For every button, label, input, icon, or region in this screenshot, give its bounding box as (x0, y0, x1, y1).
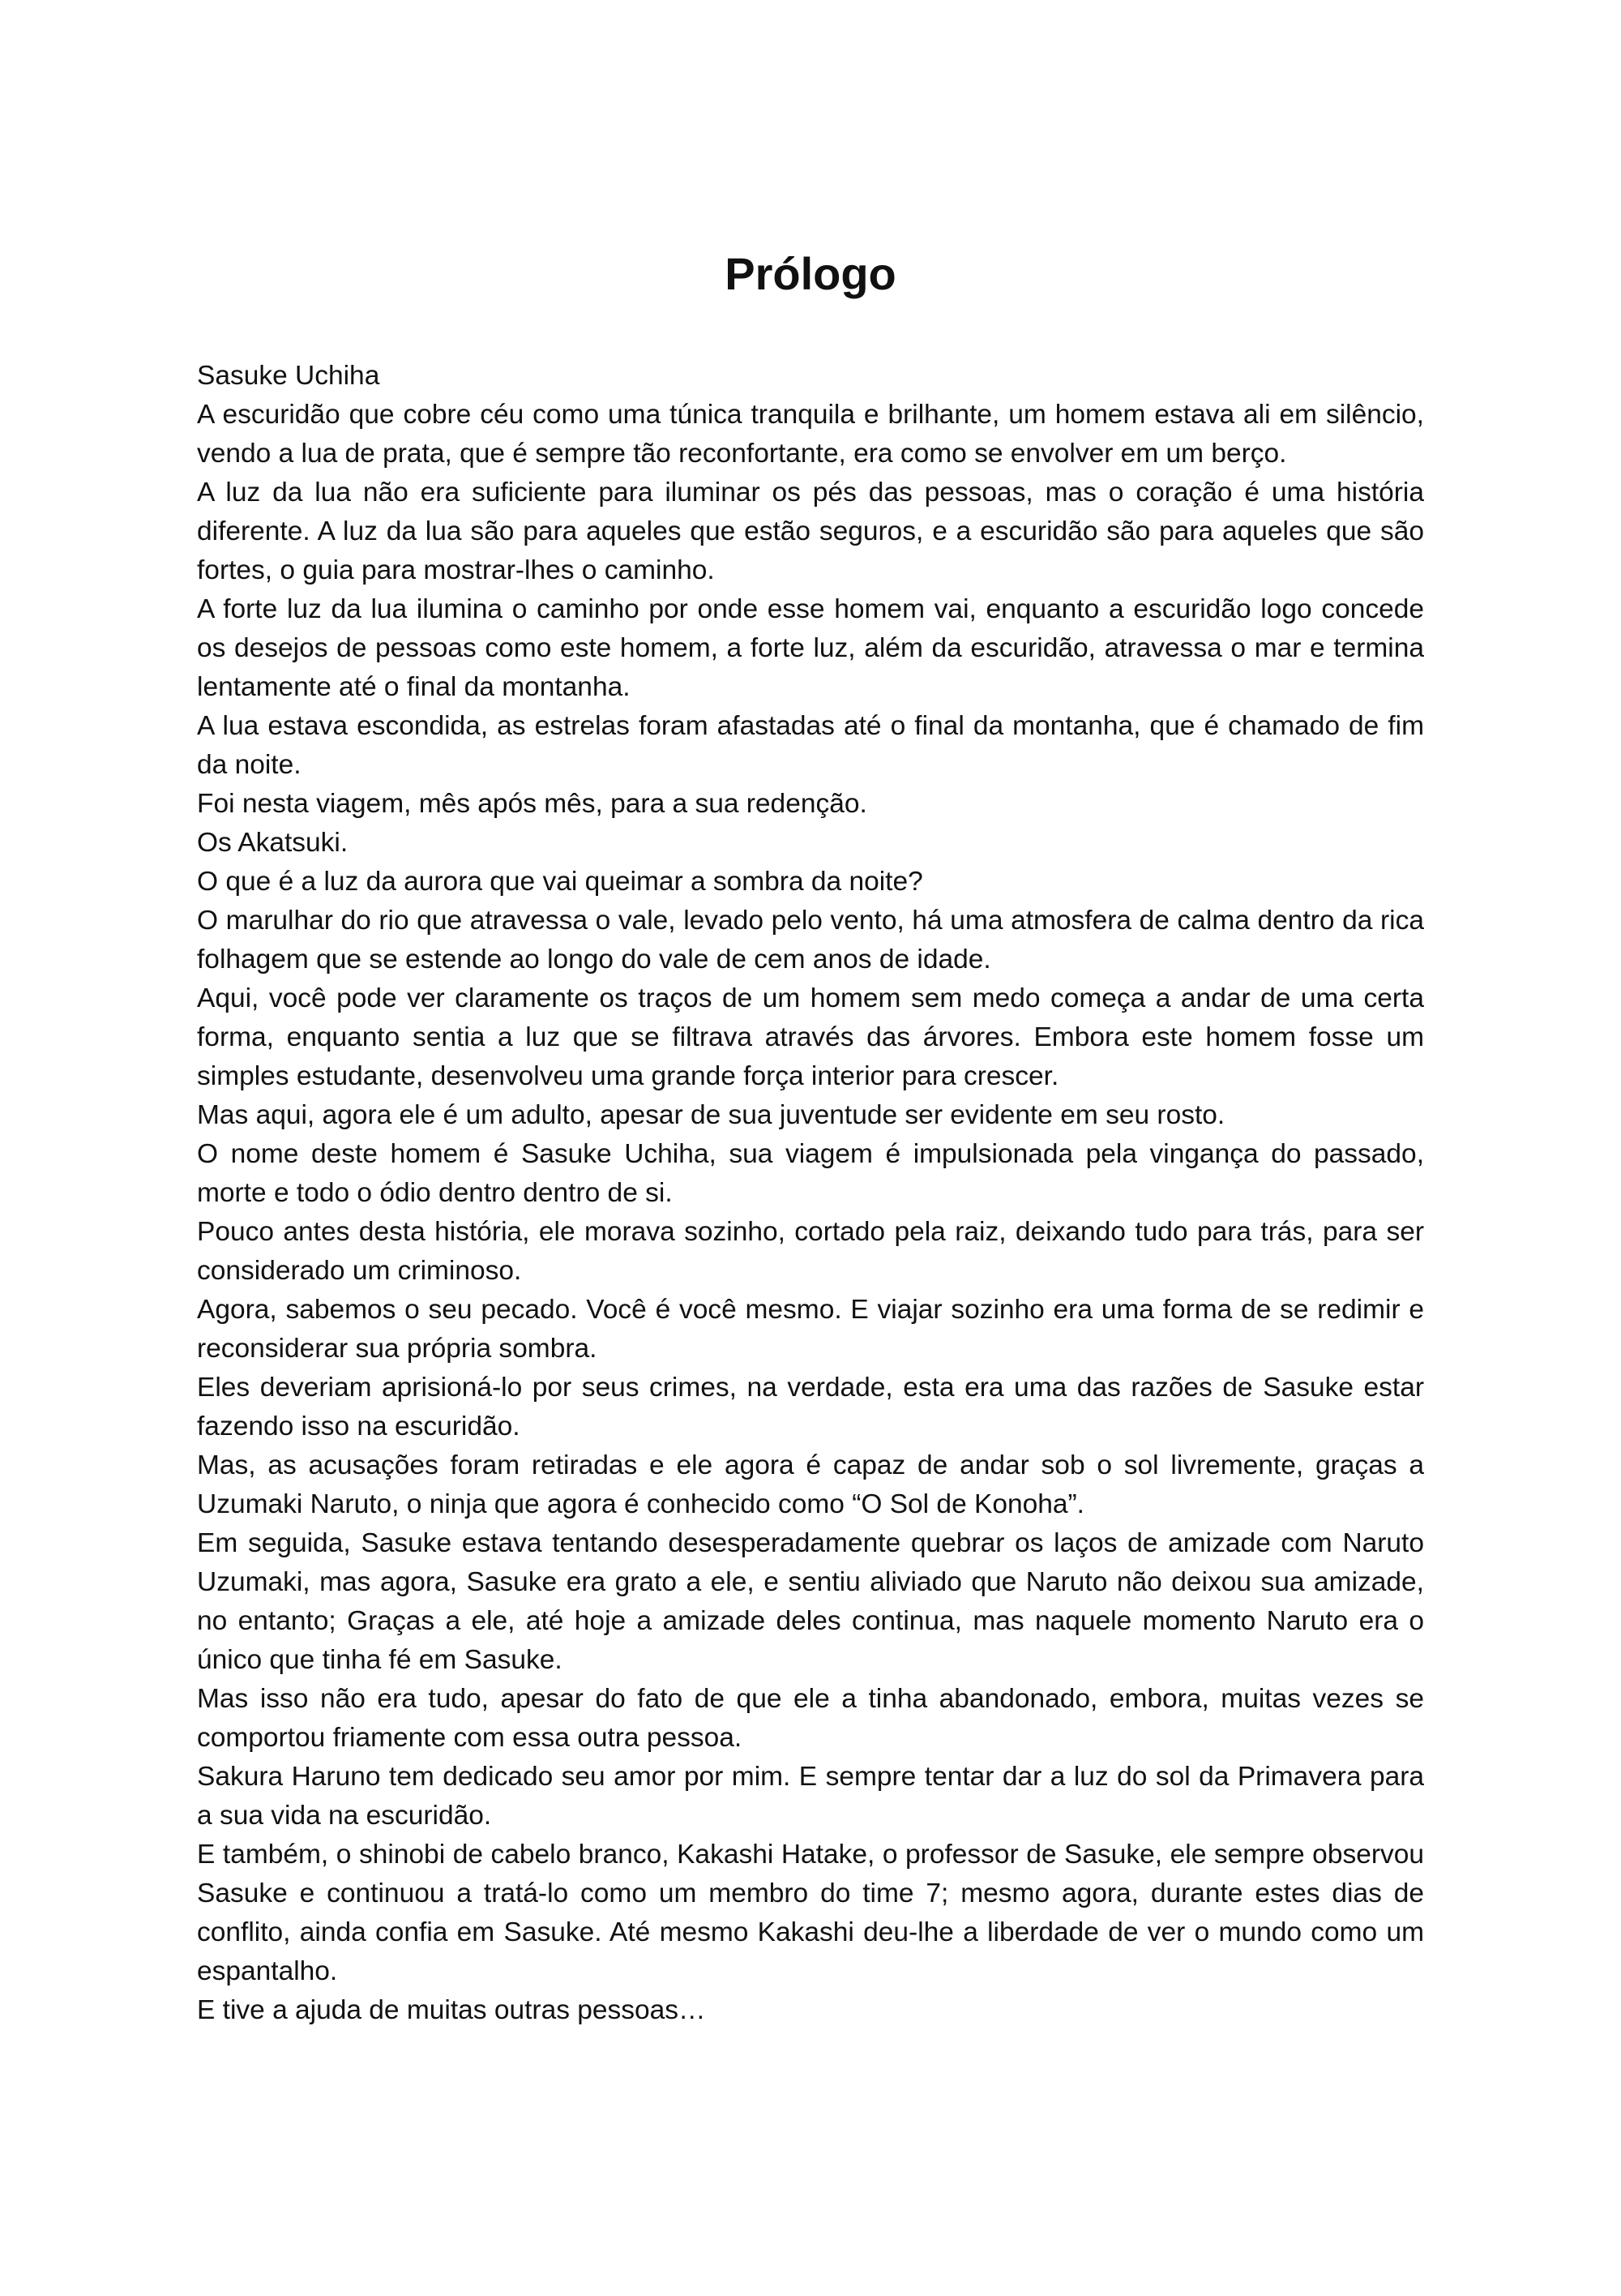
paragraph: Agora, sabemos o seu pecado. Você é você mesmo. E viajar sozinho era uma forma de se redimir e reconsiderar sua própria sombra. (197, 1295, 1424, 1364)
paragraph: Mas aqui, agora ele é um adulto, apesar de sua juventude ser evidente em seu rosto. (197, 1100, 1225, 1130)
paragraph: E também, o shinobi de cabelo branco, Kakashi Hatake, o professor de Sasuke, ele sempre observou Sasuke e continuou a tratá-lo como um membro do time 7; mesmo agora, durante estes dias de conflito, ainda confia em Sasuke. Até mesmo Kakashi deu-lhe a liberdade de ver o mundo como um espantalho. (197, 1840, 1424, 1986)
paragraph: O marulhar do rio que atravessa o vale, levado pelo vento, há uma atmosfera de calma dentro da rica folhagem que se estende ao longo do vale de cem anos de idade. (197, 906, 1424, 975)
paragraph: Foi nesta viagem, mês após mês, para a sua redenção. (197, 789, 867, 819)
document-body (197, 357, 1424, 2030)
paragraph: Mas, as acusações foram retiradas e ele agora é capaz de andar sob o sol livremente, graças a Uzumaki Naruto, o ninja que agora é conhecido como “O Sol de Konoha”. (197, 1450, 1424, 1519)
paragraph: Pouco antes desta história, ele morava sozinho, cortado pela raiz, deixando tudo para trás, para ser considerado um criminoso. (197, 1217, 1424, 1286)
paragraph: Aqui, você pode ver claramente os traços de um homem sem medo começa a andar de uma certa forma, enquanto sentia a luz que se filtrava através das árvores. Embora este homem fosse um simples estudante, desenvolveu uma grande força interior para crescer. (197, 983, 1424, 1091)
page-title: Prólogo (725, 248, 896, 299)
paragraph: Mas isso não era tudo, apesar do fato de que ele a tinha abandonado, embora, muitas vezes se comportou friamente com essa outra pessoa. (197, 1684, 1424, 1753)
paragraph: A forte luz da lua ilumina o caminho por onde esse homem vai, enquanto a escuridão logo concede os desejos de pessoas como este homem, a forte luz, além da escuridão, atravessa o mar e termina lentamente até o final da montanha. (197, 594, 1424, 702)
paragraph: Os Akatsuki. (197, 828, 349, 858)
paragraph: Sakura Haruno tem dedicado seu amor por mim. E sempre tentar dar a luz do sol da Primavera para a sua vida na escuridão. (197, 1762, 1424, 1831)
paragraph: Em seguida, Sasuke estava tentando desesperadamente quebrar os laços de amizade com Naruto Uzumaki, mas agora, Sasuke era grato a ele, e sentiu aliviado que Naruto não deixou sua amizade, no entanto; Graças a ele, até hoje a amizade deles continua, mas naquele momento Naruto era o único que tinha fé em Sasuke. (197, 1528, 1424, 1675)
paragraph: A escuridão que cobre céu como uma túnica tranquila e brilhante, um homem estava ali em silêncio, vendo a lua de prata, que é sempre tão reconfortante, era como se envolver em um berço. (197, 400, 1424, 469)
author-line: Sasuke Uchiha (197, 361, 380, 391)
paragraph: O nome deste homem é Sasuke Uchiha, sua viagem é impulsionada pela vingança do passado, morte e todo o ódio dentro dentro de si. (197, 1139, 1424, 1208)
paragraph: Eles deveriam aprisioná-lo por seus crimes, na verdade, esta era uma das razões de Sasuke estar fazendo isso na escuridão. (197, 1373, 1424, 1441)
paragraph: E tive a ajuda de muitas outras pessoas… (197, 1995, 706, 2025)
paragraph: A lua estava escondida, as estrelas foram afastadas até o final da montanha, que é chamado de fim da noite. (197, 711, 1424, 780)
paragraph: O que é a luz da aurora que vai queimar a sombra da noite? (197, 867, 923, 897)
paragraph: A luz da lua não era suficiente para iluminar os pés das pessoas, mas o coração é uma história diferente. A luz da lua são para aqueles que estão seguros, e a escuridão são para aqueles que são fortes, o guia para mostrar-lhes o caminho. (197, 478, 1424, 585)
